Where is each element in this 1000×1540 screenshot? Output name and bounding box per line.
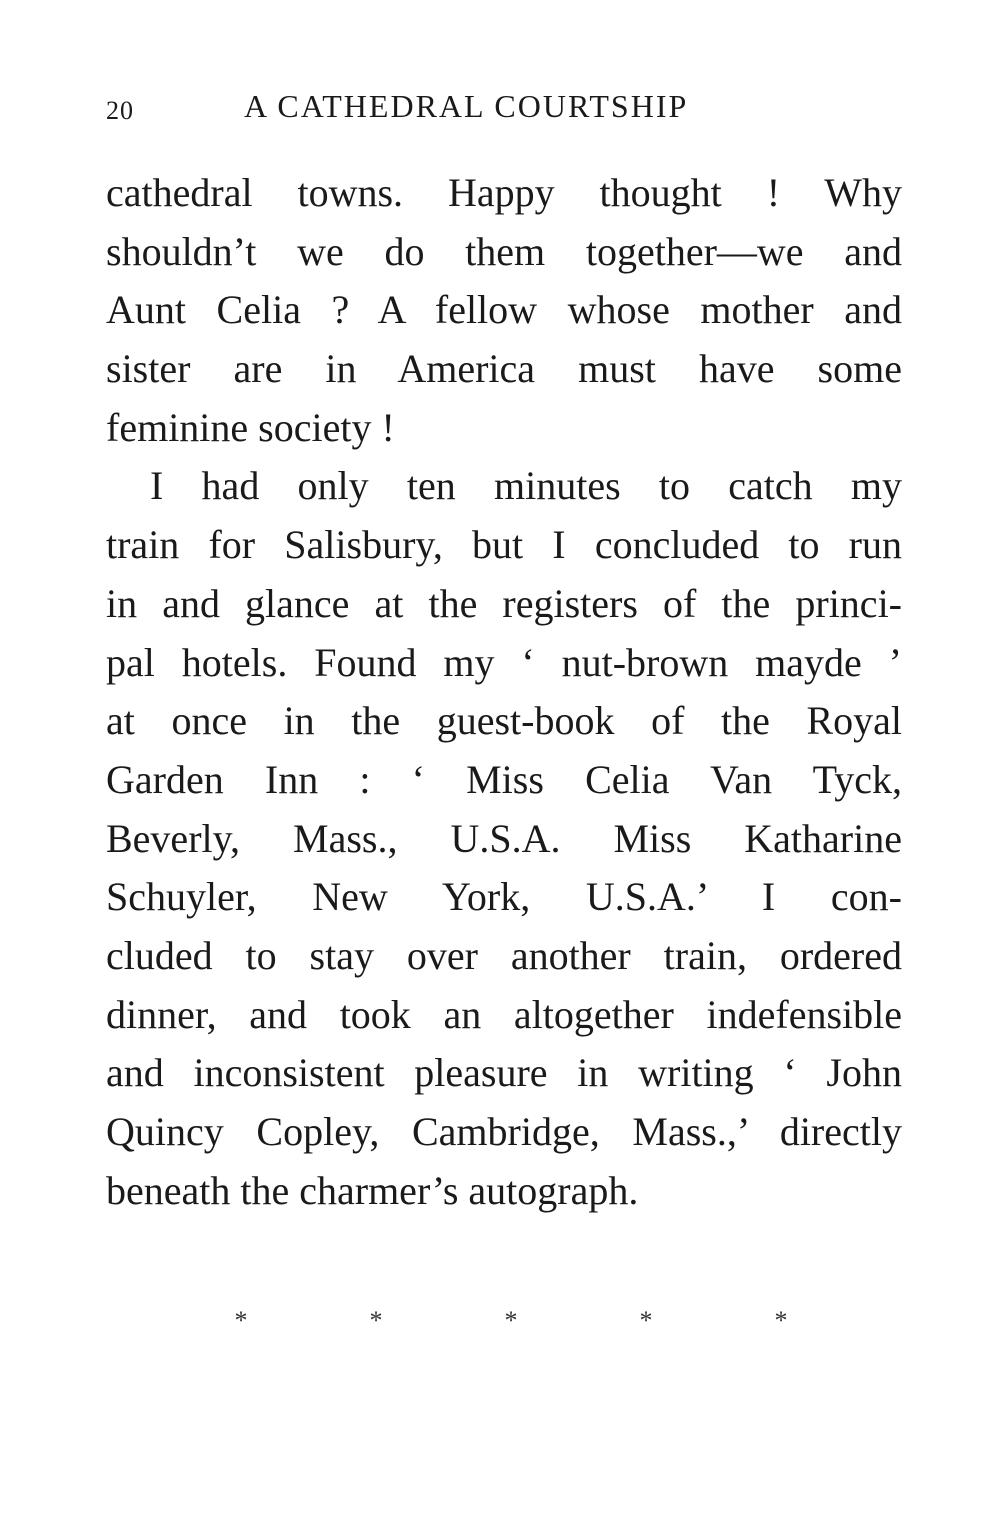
text-line: sister are in America must have some bbox=[106, 346, 902, 392]
text-line: in and glance at the registers of the princi- bbox=[106, 580, 902, 626]
text-line: I had only ten minutes to catch my bbox=[150, 463, 902, 509]
page-number: 20 bbox=[106, 96, 134, 125]
text-line: Beverly, Mass., U.S.A. Miss Katharine bbox=[106, 815, 902, 861]
asterisk-ornament: * bbox=[504, 1306, 518, 1335]
running-title: A CATHEDRAL COURTSHIP bbox=[244, 88, 689, 124]
text-line: train for Salisbury, but I concluded to run bbox=[106, 522, 902, 568]
text-line: dinner, and took an altogether indefensible bbox=[106, 991, 902, 1037]
text-line: pal hotels. Found my ‘ nut-brown mayde ’ bbox=[106, 639, 902, 685]
asterisk-ornament: * bbox=[774, 1306, 788, 1335]
text-line: feminine society ! bbox=[106, 404, 395, 450]
asterisk-ornament: * bbox=[234, 1306, 248, 1335]
text-line: shouldn’t we do them together—we and bbox=[106, 228, 902, 274]
text-line: beneath the charmer’s autograph. bbox=[106, 1167, 639, 1213]
body-text bbox=[106, 164, 902, 1220]
text-line: Schuyler, New York, U.S.A.’ I con- bbox=[106, 874, 902, 920]
text-line: and inconsistent pleasure in writing ‘ John bbox=[106, 1050, 902, 1096]
running-head bbox=[106, 88, 906, 138]
asterisk-ornament: * bbox=[369, 1306, 383, 1335]
section-break-asterisks bbox=[226, 1306, 796, 1336]
text-line: Garden Inn : ‘ Miss Celia Van Tyck, bbox=[106, 756, 902, 802]
text-line: at once in the guest-book of the Royal bbox=[106, 698, 902, 744]
text-line: cathedral towns. Happy thought ! Why bbox=[106, 170, 902, 215]
text-line: Aunt Celia ? A fellow whose mother and bbox=[106, 287, 902, 333]
text-line: Quincy Copley, Cambridge, Mass.,’ directly bbox=[106, 1109, 902, 1154]
asterisk-ornament: * bbox=[639, 1306, 653, 1335]
text-line: cluded to stay over another train, ordered bbox=[106, 932, 902, 978]
